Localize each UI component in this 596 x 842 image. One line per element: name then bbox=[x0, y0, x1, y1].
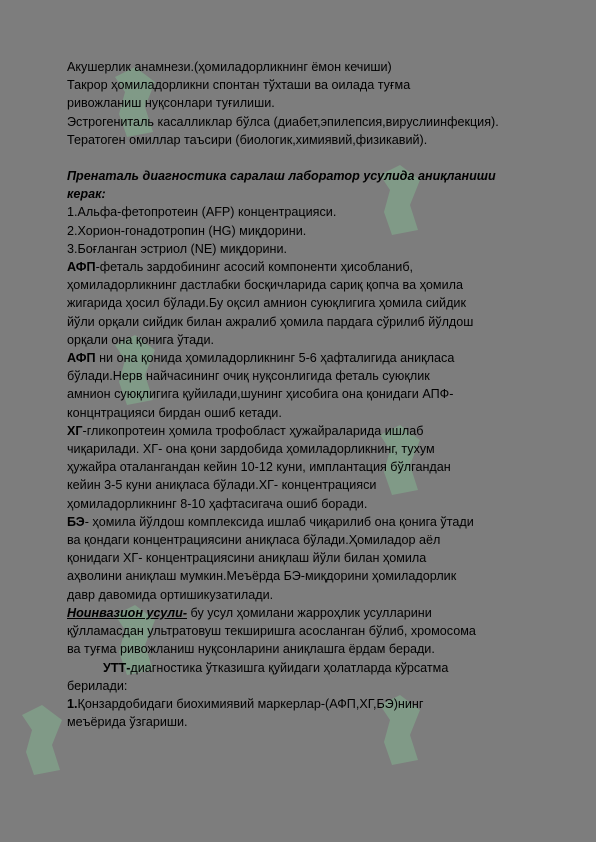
text-line: орқали она қонига ўтади. bbox=[67, 332, 214, 347]
term-afp: АФП bbox=[67, 351, 96, 366]
text-line: аҳволини аниқлаш мумкин.Меъёрда БЭ-миқдорини ҳомиладорлик bbox=[67, 569, 457, 584]
text-fragment: бу усул ҳомилани жарроҳлик усулларини bbox=[187, 605, 432, 620]
section-heading: Пренаталь диагностика саралаш лаборатор усулида аниқланиши bbox=[67, 169, 496, 184]
term-be: БЭ bbox=[67, 514, 85, 529]
text-fragment: ни она қонида ҳомиладорликнинг 5-6 ҳафталигида аниқласа bbox=[95, 351, 455, 366]
text-line: қонидаги ХГ- концентрациясини аниқлаш йўли билан ҳомила bbox=[67, 551, 427, 566]
list-item: 2.Хорион-гонадотропин (HG) миқдорини. bbox=[67, 223, 307, 238]
text-line: ҳужайра оталангандан кейин 10-12 куни, имплантация бўлгандан bbox=[67, 460, 451, 475]
text-line: Такрор ҳомиладорликни спонтан тўхташи ва оилада туғма bbox=[67, 78, 411, 93]
paragraph-afp2-line bbox=[67, 349, 537, 367]
paragraph-utt-line bbox=[67, 659, 537, 677]
text-fragment: -феталь зардобининг асосий компоненти ҳисобланиб, bbox=[95, 260, 414, 275]
watermark-logo bbox=[12, 700, 72, 780]
paragraph-noninvasive-line bbox=[67, 604, 537, 622]
text-line: қўлламасдан ультратовуш текширишга асосланган бўлиб, хромосома bbox=[67, 624, 476, 639]
spacer bbox=[67, 149, 537, 167]
text-line: меъёрида ўзгариши. bbox=[67, 715, 188, 730]
text-line: кейин 3-5 куни аниқласа бўлади.ХГ- концентрацияси bbox=[67, 478, 377, 493]
text-line: амнион суюқлигига қуйилади,шунинг ҳисобига она қонидаги АПФ- bbox=[67, 387, 454, 402]
document-body bbox=[67, 58, 537, 731]
paragraph-be-line bbox=[67, 513, 537, 531]
text-line: ҳомиладорликнинг 8-10 ҳафтасигача ошиб боради. bbox=[67, 496, 368, 511]
text-fragment: Қонзардобидаги биохимиявий маркерлар-(АФП,ХГ,БЭ)нинг bbox=[77, 696, 424, 711]
paragraph-hg-line bbox=[67, 422, 537, 440]
item-number: 1. bbox=[67, 696, 78, 711]
text-line: Эстрогениталь касалликлар бўлса (диабет,эпилепсия,вируслиинфекция). bbox=[67, 114, 499, 129]
text-line: жигарида ҳосил бўлади.Бу оқсил амнион суюқлигига ҳомила сийдик bbox=[67, 296, 466, 311]
text-line: берилади: bbox=[67, 678, 128, 693]
text-fragment: -гликопротеин ҳомила трофобласт ҳужайраларида ишлаб bbox=[82, 423, 424, 438]
text-line: Тератоген омиллар таъсири (биологик,химиявий,физикавий). bbox=[67, 132, 428, 147]
term-utt: УТТ- bbox=[103, 660, 131, 675]
text-line: бўлади.Нерв найчасининг очиқ нуқсонлигида феталь суюқлик bbox=[67, 369, 430, 384]
text-line: ва туғма ривожланиш нуқсонларини аниқлашга ёрдам беради. bbox=[67, 642, 435, 657]
text-line: концнтрацияси бирдан ошиб кетади. bbox=[67, 405, 282, 420]
text-line: йўли орқали сийдик билан ажралиб ҳомила пардага сўрилиб йўлдош bbox=[67, 314, 474, 329]
text-line: давр давомида ортишикузатилади. bbox=[67, 587, 274, 602]
text-line: ва қондаги концентрациясини аниқласа бўлади.Ҳомиладор аёл bbox=[67, 533, 441, 548]
paragraph-item1-line bbox=[67, 695, 537, 713]
term-noninvasive: Ноинвазион усули- bbox=[67, 605, 188, 620]
text-fragment: диагностика ўтказишга қуйидаги ҳолатларда кўрсатма bbox=[130, 660, 449, 675]
term-hg: ХГ bbox=[67, 423, 83, 438]
list-item: 1.Альфа-фетопротеин (AFP) концентрацияси. bbox=[67, 205, 337, 220]
section-heading: керак: bbox=[67, 187, 106, 202]
text-line: Акушерлик анамнези.(ҳомиладорликнинг ёмон кечиши) bbox=[67, 60, 392, 74]
text-fragment: - ҳомила йўлдош комплексида ишлаб чиқарилиб она қонига ўтади bbox=[84, 514, 474, 529]
text-line: ривожланиш нуқсонлари туғилиши. bbox=[67, 96, 275, 111]
list-item: 3.Боғланган эстриол (NE) миқдорини. bbox=[67, 241, 288, 256]
paragraph-afp-line bbox=[67, 258, 537, 276]
text-line: ҳомиладорликнинг дастлабки босқичларида сариқ қопча ва ҳомила bbox=[67, 278, 463, 293]
term-afp: АФП bbox=[67, 260, 96, 275]
text-line: чиқарилади. ХГ- она қони зардобида ҳомиладорликнинг, тухум bbox=[67, 442, 435, 457]
